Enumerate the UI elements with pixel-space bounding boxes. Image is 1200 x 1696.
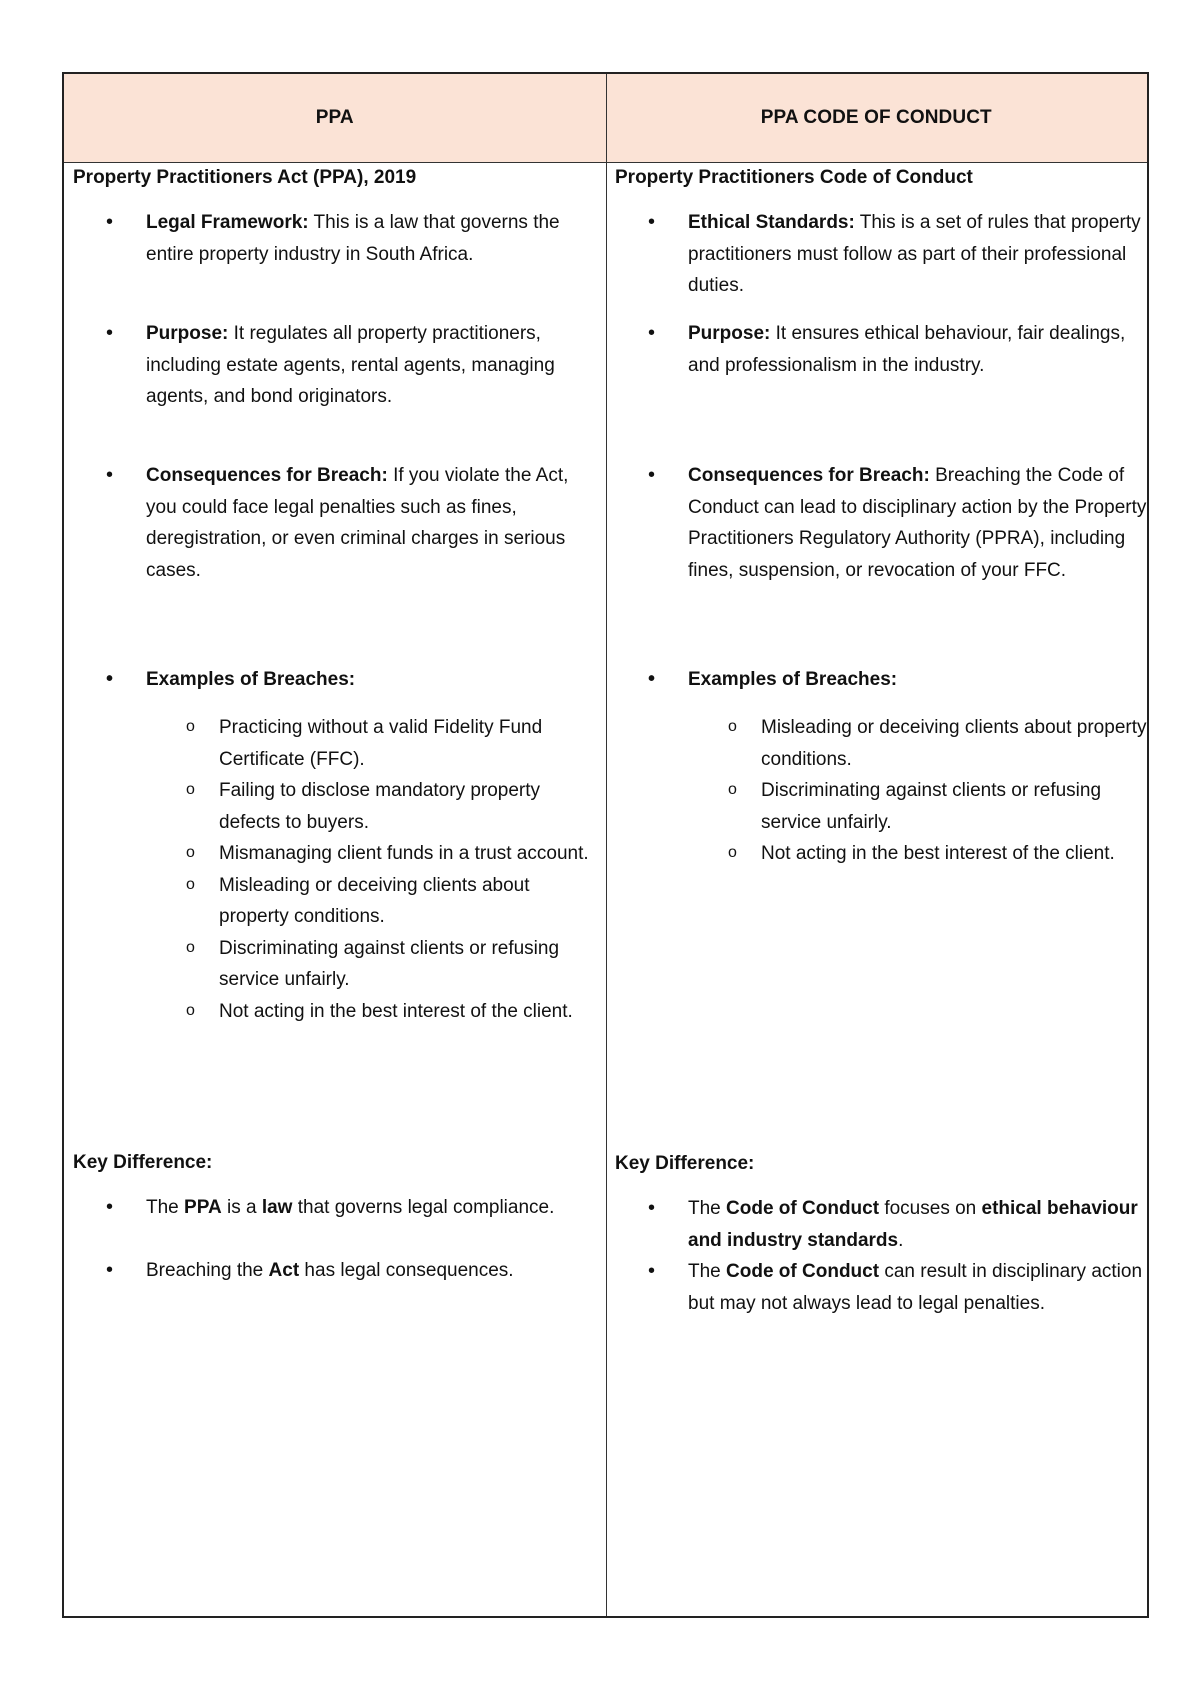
list-item: o Failing to disclose mandatory property defects to buyers. — [73, 775, 601, 838]
list-item: o Mismanaging client funds in a trust account. — [73, 838, 601, 870]
bold-run: Act — [268, 1260, 300, 1281]
ppa-legal-framework-item — [73, 207, 601, 270]
code-ethical-standards-item — [615, 207, 1147, 302]
code-ethical-standards-label: Ethical Standards: — [688, 212, 855, 233]
ppa-consequences-label: Consequences for Breach: — [146, 465, 388, 486]
text-run: can result in disciplinary action but may not always lead to legal penalties. — [688, 1261, 1143, 1314]
code-title: Property Practitioners Code of Conduct — [615, 167, 973, 188]
ppa-key-difference-heading: Key Difference: — [73, 1152, 213, 1173]
code-purpose-label: Purpose: — [688, 323, 771, 344]
text-run: . — [898, 1229, 904, 1251]
code-consequences-item — [615, 460, 1147, 586]
code-purpose-item — [615, 318, 1147, 381]
ppa-consequences-text: If you violate the Act, you could face legal penalties such as fines, deregistration, or even criminal charges in serious cases. — [146, 465, 569, 581]
text-run: focuses on — [879, 1198, 982, 1219]
code-consequences-text: Breaching the Code of Conduct can lead to disciplinary action by the Property Practitioners Regulatory Authority (PPRA), including fines, suspension, or revocation of your FFC. — [688, 465, 1147, 581]
ppa-examples-heading: • Examples of Breaches: — [73, 664, 601, 696]
list-item: o Not acting in the best interest of the client. — [615, 838, 1147, 870]
ppa-purpose-item — [73, 318, 601, 413]
ppa-examples-list — [73, 712, 601, 1027]
text-run: is a — [221, 1197, 262, 1218]
code-examples-heading: • Examples of Breaches: — [615, 664, 1147, 696]
code-key-difference-heading: Key Difference: — [615, 1153, 755, 1174]
ppa-legal-framework-text: This is a law that governs the entire property industry in South Africa. — [146, 212, 560, 265]
text-run: that governs legal compliance. — [292, 1197, 555, 1218]
list-item: o Discriminating against clients or refusing service unfairly. — [615, 775, 1147, 838]
code-consequences-label: Consequences for Breach: — [688, 465, 930, 486]
list-item: o Not acting in the best interest of the client. — [73, 996, 601, 1028]
code-purpose-text: It ensures ethical behaviour, fair dealings, and professionalism in the industry. — [688, 323, 1126, 376]
text-run: Breaching the — [146, 1260, 269, 1281]
header-ppa-code-of-conduct: PPA CODE OF CONDUCT — [760, 107, 992, 128]
text-run: The — [146, 1197, 185, 1218]
ppa-key-difference-item-1 — [73, 1192, 601, 1224]
ppa-key-difference-item-2 — [73, 1255, 601, 1287]
bold-run: Code of Conduct — [726, 1198, 880, 1219]
column-divider — [606, 74, 607, 1616]
comparison-table — [62, 72, 1149, 1618]
ppa-consequences-item — [73, 460, 601, 586]
code-key-difference-item-2 — [615, 1256, 1147, 1319]
list-item: o Discriminating against clients or refusing service unfairly. — [73, 933, 601, 996]
bold-run: law — [261, 1197, 293, 1218]
ppa-legal-framework-label: Legal Framework: — [146, 212, 309, 233]
code-ethical-standards-text: This is a set of rules that property practitioners must follow as part of their professional duties. — [688, 212, 1141, 296]
code-examples-list — [615, 712, 1147, 870]
list-item: o Misleading or deceiving clients about property conditions. — [615, 712, 1147, 775]
text-run: The — [688, 1198, 727, 1219]
bold-run: PPA — [184, 1197, 222, 1218]
code-key-difference-item-1 — [615, 1193, 1147, 1256]
list-item: o Practicing without a valid Fidelity Fund Certificate (FFC). — [73, 712, 601, 775]
text-run: The — [688, 1261, 727, 1282]
ppa-purpose-label: Purpose: — [146, 323, 229, 344]
header-ppa: PPA — [315, 107, 354, 128]
ppa-title: Property Practitioners Act (PPA), 2019 — [73, 167, 417, 188]
bold-run: ethical behaviour and industry standards — [688, 1198, 1138, 1251]
text-run: has legal consequences. — [299, 1260, 514, 1281]
ppa-purpose-text: It regulates all property practitioners, including estate agents, rental agents, managing agents, and bond originators. — [146, 323, 555, 407]
list-item: o Misleading or deceiving clients about property conditions. — [73, 870, 601, 933]
bold-run: Code of Conduct — [726, 1261, 880, 1282]
